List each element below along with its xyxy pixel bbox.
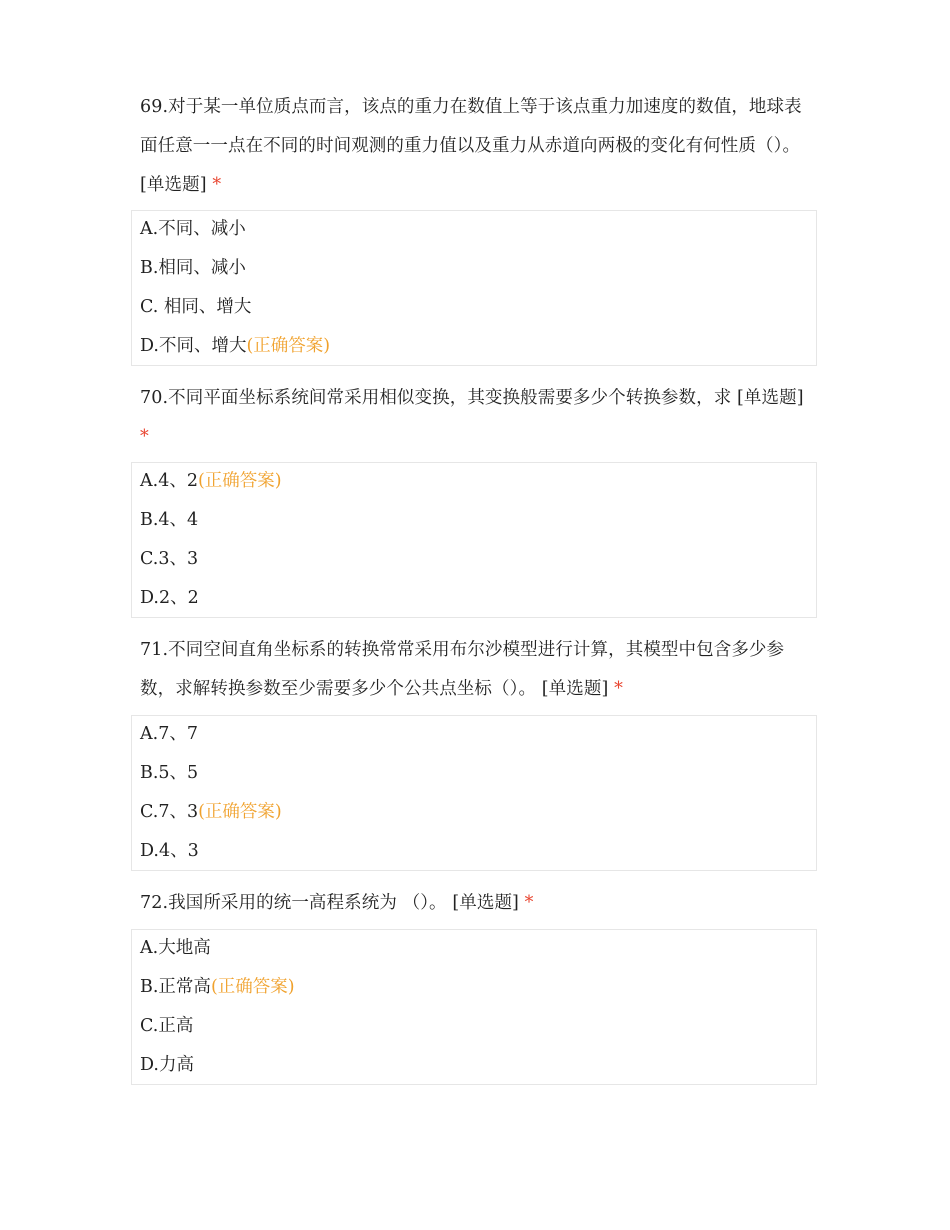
option-72-a[interactable]	[140, 937, 211, 959]
option-70-b[interactable]	[140, 509, 198, 531]
option-label: D.力高	[140, 1055, 194, 1075]
option-69-d[interactable]	[140, 335, 330, 357]
option-71-b[interactable]	[140, 762, 198, 784]
question-71	[140, 631, 815, 709]
option-72-c[interactable]	[140, 1015, 193, 1037]
option-label: C.7、3	[140, 802, 199, 822]
option-label: A.7、7	[140, 724, 198, 744]
option-label: C. 相同、增大	[140, 297, 252, 317]
option-72-d[interactable]	[140, 1054, 194, 1076]
option-69-a[interactable]	[140, 218, 246, 240]
option-71-d[interactable]	[140, 840, 199, 862]
option-label: C.3、3	[140, 549, 199, 569]
option-label: A.大地高	[140, 938, 211, 958]
correct-answer-mark: (正确答案)	[198, 802, 282, 822]
option-label: C.正高	[140, 1016, 194, 1036]
option-label: B.4、4	[140, 510, 199, 530]
options-box-69	[131, 210, 817, 366]
option-label: B.正常高	[140, 977, 211, 997]
required-mark: *	[524, 893, 534, 913]
options-box-71	[131, 715, 817, 871]
option-71-c[interactable]	[140, 801, 282, 823]
option-label: A.4、2	[140, 471, 198, 491]
correct-answer-mark: (正确答案)	[246, 336, 331, 356]
option-72-b[interactable]	[140, 976, 295, 998]
option-label: B.5、5	[140, 763, 199, 783]
question-text: 69.对于某一单位质点而言，该点的重力在数值上等于该点重力加速度的数值，地球表面任意一一点在不同的时间观测的重力值以及重力从赤道向两极的变化有何性质（）。	[140, 97, 802, 156]
option-label: D.2、2	[140, 588, 199, 608]
option-71-a[interactable]	[140, 723, 198, 745]
option-70-a[interactable]	[140, 470, 282, 492]
options-box-72	[131, 929, 817, 1085]
question-type-label: [单选题]	[737, 388, 804, 408]
option-label: B.相同、减小	[140, 258, 246, 278]
question-type-label: [单选题]	[140, 175, 207, 195]
question-text: 70.不同平面坐标系统间常采用相似变换，其变换般需要多少个转换参数，求	[140, 388, 732, 408]
question-text: 72.我国所采用的统一高程系统为 （）。	[140, 893, 447, 913]
required-mark: *	[614, 679, 623, 699]
question-text: 71.不同空间直角坐标系的转换常常采用布尔沙模型进行计算，其模型中包含多少参数，求解转换参数至少需要多少个公共点坐标（）。	[140, 640, 785, 699]
question-72	[140, 884, 815, 923]
question-type-label: [单选题]	[541, 679, 609, 699]
question-69	[140, 88, 815, 205]
option-69-c[interactable]	[140, 296, 251, 318]
option-label: D.不同、增大	[140, 336, 247, 356]
required-mark: *	[140, 427, 149, 447]
question-70	[140, 379, 815, 457]
question-type-label: [单选题]	[452, 893, 519, 913]
correct-answer-mark: (正确答案)	[210, 977, 295, 997]
option-label: D.4、3	[140, 841, 199, 861]
option-69-b[interactable]	[140, 257, 246, 279]
options-box-70	[131, 462, 817, 618]
option-70-d[interactable]	[140, 587, 199, 609]
option-70-c[interactable]	[140, 548, 198, 570]
required-mark: *	[212, 175, 222, 195]
correct-answer-mark: (正确答案)	[197, 471, 282, 491]
option-label: A.不同、减小	[140, 219, 246, 239]
